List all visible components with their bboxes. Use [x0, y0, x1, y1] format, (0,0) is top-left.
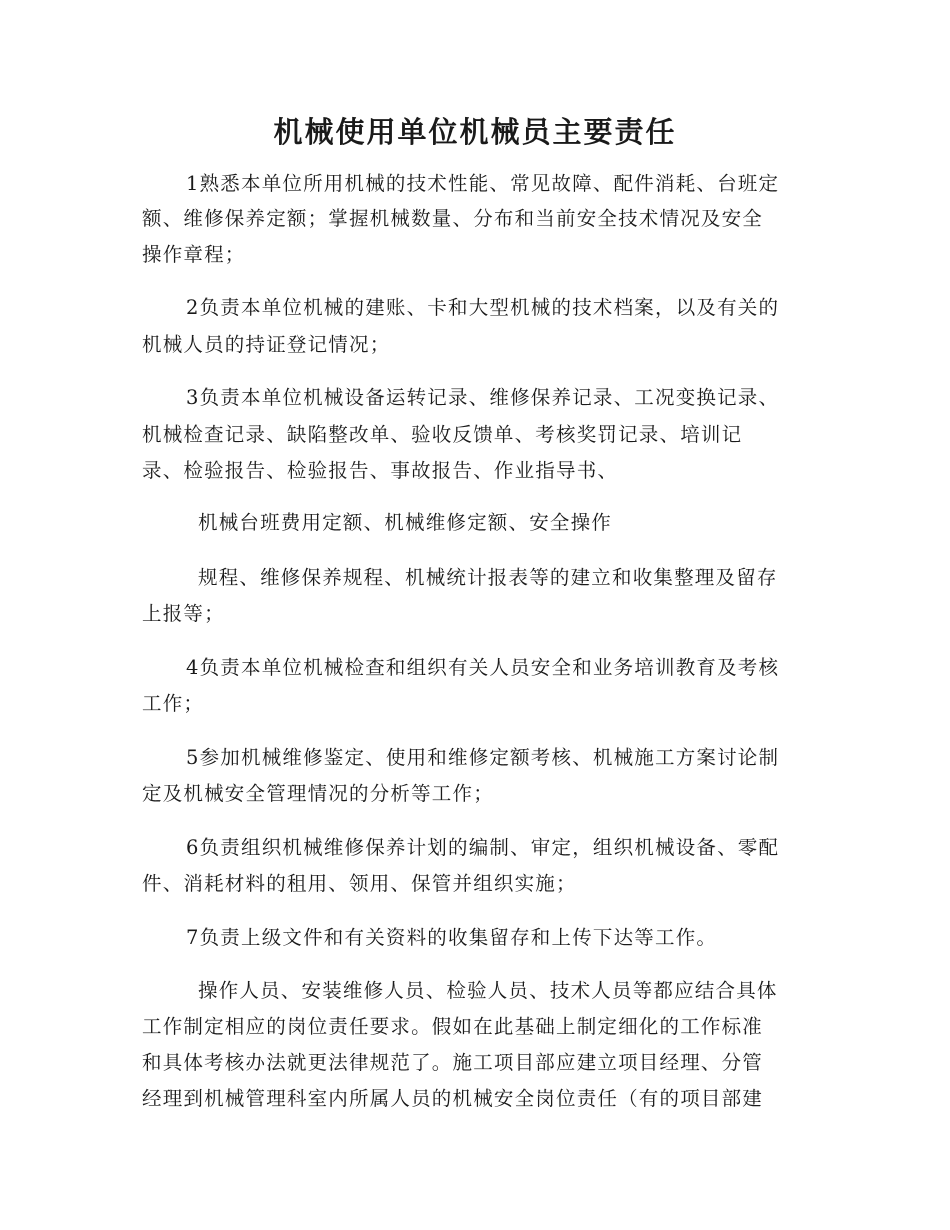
paragraph-line: 1熟悉本单位所用机械的技术性能、常见故障、配件消耗、台班定 — [186, 172, 780, 195]
paragraph-line: 规程、维修保养规程、机械统计报表等的建立和收集整理及留存 — [198, 566, 778, 589]
paragraph-line: 额、维修保养定额；掌握机械数量、分布和当前安全技术情况及安全 — [142, 207, 764, 230]
paragraph-line: 机械人员的持证登记情况； — [142, 333, 391, 356]
paragraph-line: 录、检验报告、检验报告、事故报告、作业指导书、 — [142, 459, 619, 482]
document-title: 机械使用单位机械员主要责任 — [273, 115, 677, 149]
paragraph-line: 工作制定相应的岗位责任要求。假如在此基础上制定细化的工作标准 — [142, 1015, 764, 1038]
paragraph-line: 操作章程； — [142, 243, 246, 266]
paragraph-line: 定及机械安全管理情况的分析等工作； — [142, 782, 494, 805]
paragraph-line: 7负责上级文件和有关资料的收集留存和上传下达等工作。 — [186, 926, 718, 949]
paragraph-line: 机械台班费用定额、机械维修定额、安全操作 — [198, 511, 613, 534]
paragraph-line: 操作人员、安装维修人员、检验人员、技术人员等都应结合具体 — [198, 979, 778, 1002]
paragraph-line: 上报等； — [142, 602, 225, 625]
paragraph-line: 6负责组织机械维修保养计划的编制、审定，组织机械设备、零配 — [186, 836, 780, 859]
paragraph-line: 工作； — [142, 692, 205, 715]
paragraph-line: 4负责本单位机械检查和组织有关人员安全和业务培训教育及考核 — [186, 656, 780, 679]
paragraph-line: 5参加机械维修鉴定、使用和维修定额考核、机械施工方案讨论制 — [186, 746, 780, 769]
paragraph-line: 经理到机械管理科室内所属人员的机械安全岗位责任（有的项目部建 — [142, 1087, 764, 1110]
paragraph-line: 2负责本单位机械的建账、卡和大型机械的技术档案，以及有关的 — [186, 296, 780, 319]
paragraph-line: 和具体考核办法就更法律规范了。施工项目部应建立项目经理、分管 — [142, 1051, 764, 1074]
paragraph-line: 件、消耗材料的租用、领用、保管并组织实施； — [142, 872, 577, 895]
paragraph-line: 3负责本单位机械设备运转记录、维修保养记录、工况变换记录、 — [186, 386, 780, 409]
paragraph-line: 机械检查记录、缺陷整改单、验收反馈单、考核奖罚记录、培训记 — [142, 423, 743, 446]
